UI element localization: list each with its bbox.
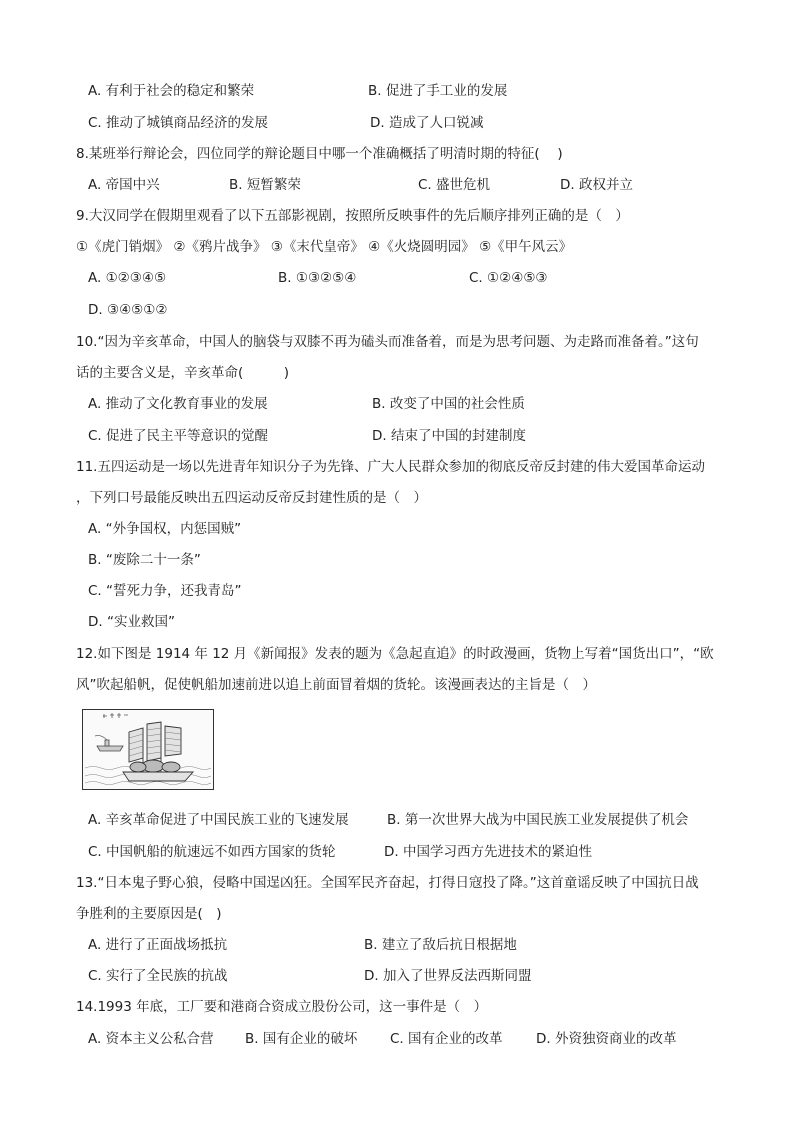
q12-option-b: B. 第一次世界大战为中国民族工业发展提供了机会 [387,812,689,828]
q7-option-d: D. 造成了人口锐减 [370,115,484,131]
q13-option-d: D. 加入了世界反法西斯同盟 [364,968,532,984]
q11-stem-line2: ，下列口号最能反映出五四运动反帝反封建性质的是（ ） [76,490,427,506]
q10-option-d: D. 结束了中国的封建制度 [372,428,526,444]
q12-option-c: C. 中国帆船的航速远不如西方国家的货轮 [88,844,336,860]
q11-option-d: D. “实业救国” [88,614,175,630]
q9-option-b: B. ①③②⑤④ [278,270,357,286]
q11-option-b: B. “废除二十一条” [88,552,201,568]
q14-option-c: C. 国有企业的改革 [390,1031,503,1047]
q14-option-d: D. 外资独资商业的改革 [536,1031,677,1047]
q8-option-b: B. 短暂繁荣 [229,177,301,193]
q9-option-a: A. ①②③④⑤ [88,270,167,286]
q13-option-c: C. 实行了全民族的抗战 [88,968,228,984]
q14-option-b: B. 国有企业的破坏 [245,1031,358,1047]
q9-option-c: C. ①②④⑤③ [469,270,548,286]
q11-option-a: A. “外争国权，内惩国贼” [88,521,242,537]
q9-stem: 9.大汉同学在假期里观看了以下五部影视剧，按照所反映事件的先后顺序排列正确的是（ ） [76,208,629,224]
q8-option-c: C. 盛世危机 [418,177,491,193]
q12-option-d: D. 中国学习西方先进技术的紧迫性 [384,844,592,860]
q14-stem: 14.1993 年底，工厂要和港商合资成立股份公司，这一事件是（ ） [76,999,488,1015]
q13-stem-line1: 13.“日本鬼子野心狼，侵略中国逞凶狂。全国军民齐奋起，打得日寇投了降。”这首童谣反映了中国抗日战 [76,875,699,891]
q9-option-d: D. ③④⑤①② [88,302,168,318]
q12-stem-line2: 风”吹起船帆，促使帆船加速前进以追上前面冒着烟的货轮。该漫画表达的主旨是（ ） [76,677,596,693]
q8-stem: 8.某班举行辩论会，四位同学的辩论题目中哪一个准确概括了明清时期的特征( ) [76,146,563,162]
q12-stem-line1: 12.如下图是 1914 年 12 月《新闻报》发表的题为《急起直追》的时政漫画，货物上写着“国货出口”，“欧 [76,646,714,662]
q14-option-a: A. 资本主义公私合营 [88,1031,214,1047]
cartoon-image [82,709,214,790]
q10-option-a: A. 推动了文化教育事业的发展 [88,396,268,412]
q11-option-c: C. “誓死力争，还我青岛” [88,583,242,599]
q12-option-a: A. 辛亥革命促进了中国民族工业的飞速发展 [88,812,349,828]
q13-stem-line2: 争胜利的主要原因是( ) [76,906,222,922]
q10-option-c: C. 促进了民主平等意识的觉醒 [88,428,269,444]
q10-option-b: B. 改变了中国的社会性质 [372,396,525,412]
q7-option-a: A. 有利于社会的稳定和繁荣 [88,83,255,99]
q8-option-a: A. 帝国中兴 [88,177,160,193]
q10-stem-line1: 10.“因为辛亥革命，中国人的脑袋与双膝不再为磕头而准备着，而是为思考问题、为走路而准备着。”这句 [76,334,699,350]
q10-stem-line2: 话的主要含义是，辛亥革命( ) [76,365,290,381]
q7-option-b: B. 促进了手工业的发展 [368,83,508,99]
q11-stem-line1: 11.五四运动是一场以先进青年知识分子为先锋、广大人民群众参加的彻底反帝反封建的伟大爱国革命运动 [76,459,705,475]
q7-option-c: C. 推动了城镇商品经济的发展 [88,115,269,131]
q9-film-list: ①《虎门销烟》 ②《鸦片战争》 ③《末代皇帝》 ④《火烧圆明园》 ⑤《甲午风云》 [76,239,573,255]
q13-option-b: B. 建立了敌后抗日根据地 [364,937,517,953]
q8-option-d: D. 政权并立 [560,177,633,193]
q13-option-a: A. 进行了正面战场抵抗 [88,937,228,953]
